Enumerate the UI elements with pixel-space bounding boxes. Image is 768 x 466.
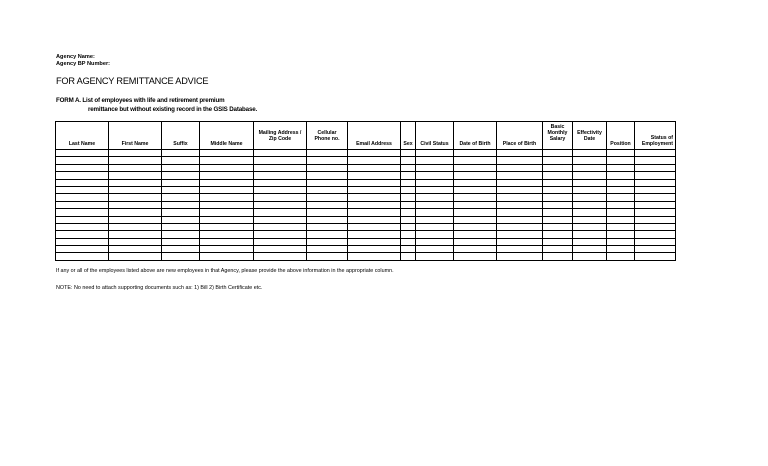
table-cell[interactable] (573, 172, 607, 179)
table-cell[interactable] (254, 186, 307, 193)
table-cell[interactable] (607, 194, 635, 201)
table-cell[interactable] (454, 253, 497, 260)
col-suffix: Suffix (162, 122, 200, 150)
table-cell[interactable] (497, 194, 543, 201)
table-cell[interactable] (454, 238, 497, 245)
table-row (56, 150, 676, 157)
table-cell[interactable] (109, 164, 162, 171)
table-cell[interactable] (543, 223, 573, 230)
supporting-documents-note: NOTE: No need to attach supporting documents such as: 1) Bill 2) Birth Certificate etc. (56, 285, 263, 291)
table-cell[interactable] (497, 150, 543, 157)
table-cell[interactable] (497, 179, 543, 186)
table-cell[interactable] (543, 164, 573, 171)
table-cell[interactable] (200, 201, 254, 208)
table-row (56, 209, 676, 216)
table-cell[interactable] (348, 231, 401, 238)
table-cell[interactable] (454, 186, 497, 193)
table-row (56, 231, 676, 238)
table-cell[interactable] (254, 164, 307, 171)
table-cell[interactable] (416, 172, 454, 179)
table-cell[interactable] (607, 223, 635, 230)
col-basic-monthly-salary: Basic Monthly Salary (543, 122, 573, 150)
table-cell[interactable] (607, 246, 635, 253)
table-cell[interactable] (254, 238, 307, 245)
table-cell[interactable] (348, 194, 401, 201)
table-cell[interactable] (254, 172, 307, 179)
agency-name-label: Agency Name: (56, 54, 95, 60)
table-cell[interactable] (109, 179, 162, 186)
table-body (56, 150, 676, 261)
table-cell[interactable] (162, 201, 200, 208)
table-cell[interactable] (573, 216, 607, 223)
table-cell[interactable] (497, 157, 543, 164)
col-effectivity-date: Effectivity Date (573, 122, 607, 150)
table-cell[interactable] (109, 150, 162, 157)
table-cell[interactable] (200, 209, 254, 216)
table-cell[interactable] (635, 172, 676, 179)
table-cell[interactable] (162, 157, 200, 164)
table-cell[interactable] (573, 231, 607, 238)
table-cell[interactable] (497, 238, 543, 245)
table-cell[interactable] (635, 201, 676, 208)
table-cell[interactable] (56, 201, 109, 208)
table-cell[interactable] (607, 186, 635, 193)
table-cell[interactable] (307, 223, 348, 230)
table-cell[interactable] (401, 157, 416, 164)
table-cell[interactable] (348, 157, 401, 164)
table-cell[interactable] (416, 157, 454, 164)
table-cell[interactable] (401, 164, 416, 171)
table-cell[interactable] (109, 172, 162, 179)
table-cell[interactable] (497, 186, 543, 193)
table-cell[interactable] (307, 238, 348, 245)
table-cell[interactable] (162, 164, 200, 171)
table-cell[interactable] (401, 209, 416, 216)
table-cell[interactable] (200, 253, 254, 260)
table-cell[interactable] (162, 186, 200, 193)
table-cell[interactable] (454, 179, 497, 186)
table-cell[interactable] (109, 246, 162, 253)
table-cell[interactable] (607, 231, 635, 238)
table-cell[interactable] (401, 150, 416, 157)
table-cell[interactable] (162, 223, 200, 230)
table-cell[interactable] (497, 253, 543, 260)
table-cell[interactable] (200, 223, 254, 230)
table-cell[interactable] (307, 209, 348, 216)
table-cell[interactable] (162, 194, 200, 201)
table-row (56, 194, 676, 201)
table-cell[interactable] (454, 172, 497, 179)
table-cell[interactable] (416, 194, 454, 201)
table-cell[interactable] (607, 172, 635, 179)
table-cell[interactable] (162, 209, 200, 216)
table-row (56, 186, 676, 193)
table-cell[interactable] (454, 209, 497, 216)
table-cell[interactable] (254, 253, 307, 260)
table-cell[interactable] (200, 238, 254, 245)
table-row (56, 179, 676, 186)
table-cell[interactable] (307, 231, 348, 238)
table-cell[interactable] (573, 246, 607, 253)
table-cell[interactable] (56, 216, 109, 223)
table-cell[interactable] (162, 231, 200, 238)
col-status-of-employment: Status of Employment (635, 122, 676, 150)
table-cell[interactable] (635, 150, 676, 157)
table-cell[interactable] (109, 157, 162, 164)
table-row (56, 172, 676, 179)
table-cell[interactable] (56, 164, 109, 171)
table-cell[interactable] (497, 216, 543, 223)
table-row (56, 238, 676, 245)
table-cell[interactable] (497, 246, 543, 253)
table-cell[interactable] (454, 216, 497, 223)
table-cell[interactable] (348, 179, 401, 186)
table-cell[interactable] (401, 216, 416, 223)
table-cell[interactable] (635, 223, 676, 230)
table-cell[interactable] (543, 179, 573, 186)
table-cell[interactable] (254, 201, 307, 208)
table-cell[interactable] (543, 186, 573, 193)
form-description-line2: remittance but without existing record in the GSIS Database. (88, 106, 258, 113)
table-cell[interactable] (454, 231, 497, 238)
table-cell[interactable] (254, 157, 307, 164)
table-cell[interactable] (307, 253, 348, 260)
table-cell[interactable] (607, 201, 635, 208)
table-cell[interactable] (254, 209, 307, 216)
table-cell[interactable] (416, 246, 454, 253)
col-mailing-address: Mailing Address / Zip Code (254, 122, 307, 150)
table-cell[interactable] (573, 238, 607, 245)
table-cell[interactable] (109, 231, 162, 238)
table-cell[interactable] (573, 186, 607, 193)
table-cell[interactable] (254, 194, 307, 201)
table-cell[interactable] (543, 157, 573, 164)
table-cell[interactable] (607, 209, 635, 216)
table-cell[interactable] (56, 238, 109, 245)
table-cell[interactable] (56, 231, 109, 238)
table-cell[interactable] (401, 253, 416, 260)
table-cell[interactable] (56, 194, 109, 201)
table-cell[interactable] (348, 201, 401, 208)
table-cell[interactable] (416, 150, 454, 157)
table-cell[interactable] (348, 238, 401, 245)
table-cell[interactable] (635, 246, 676, 253)
table-cell[interactable] (348, 186, 401, 193)
table-cell[interactable] (607, 157, 635, 164)
table-cell[interactable] (56, 157, 109, 164)
table-cell[interactable] (56, 209, 109, 216)
table-cell[interactable] (497, 201, 543, 208)
table-cell[interactable] (573, 209, 607, 216)
table-cell[interactable] (543, 201, 573, 208)
table-cell[interactable] (543, 246, 573, 253)
col-last-name: Last Name (56, 122, 109, 150)
table-cell[interactable] (416, 253, 454, 260)
table-row (56, 253, 676, 260)
table-cell[interactable] (109, 201, 162, 208)
table-cell[interactable] (56, 186, 109, 193)
col-first-name: First Name (109, 122, 162, 150)
table-cell[interactable] (162, 172, 200, 179)
table-cell[interactable] (635, 186, 676, 193)
table-cell[interactable] (497, 172, 543, 179)
table-cell[interactable] (635, 179, 676, 186)
table-cell[interactable] (635, 231, 676, 238)
table-cell[interactable] (162, 179, 200, 186)
table-cell[interactable] (162, 216, 200, 223)
table-row (56, 223, 676, 230)
table-cell[interactable] (162, 150, 200, 157)
table-cell[interactable] (416, 238, 454, 245)
table-cell[interactable] (401, 179, 416, 186)
table-cell[interactable] (307, 201, 348, 208)
table-cell[interactable] (162, 246, 200, 253)
table-cell[interactable] (454, 164, 497, 171)
table-cell[interactable] (416, 223, 454, 230)
table-cell[interactable] (416, 179, 454, 186)
table-cell[interactable] (56, 179, 109, 186)
table-cell[interactable] (454, 194, 497, 201)
employee-table (55, 121, 676, 261)
table-cell[interactable] (200, 179, 254, 186)
table-cell[interactable] (56, 246, 109, 253)
table-cell[interactable] (635, 253, 676, 260)
table-cell[interactable] (497, 231, 543, 238)
table-header-row (56, 122, 676, 150)
table-cell[interactable] (307, 186, 348, 193)
table-cell[interactable] (573, 194, 607, 201)
table-cell[interactable] (307, 157, 348, 164)
table-cell[interactable] (454, 201, 497, 208)
table-cell[interactable] (307, 194, 348, 201)
table-cell[interactable] (416, 164, 454, 171)
table-cell[interactable] (454, 223, 497, 230)
col-date-of-birth: Date of Birth (454, 122, 497, 150)
table-cell[interactable] (416, 231, 454, 238)
table-cell[interactable] (307, 164, 348, 171)
table-cell[interactable] (635, 164, 676, 171)
table-cell[interactable] (573, 201, 607, 208)
table-cell[interactable] (200, 246, 254, 253)
col-civil-status: Civil Status (416, 122, 454, 150)
table-cell[interactable] (497, 209, 543, 216)
table-cell[interactable] (607, 238, 635, 245)
table-cell[interactable] (543, 238, 573, 245)
table-cell[interactable] (454, 150, 497, 157)
table-cell[interactable] (307, 246, 348, 253)
table-cell[interactable] (635, 157, 676, 164)
table-cell[interactable] (635, 194, 676, 201)
table-cell[interactable] (635, 216, 676, 223)
table-cell[interactable] (254, 223, 307, 230)
table-cell[interactable] (109, 194, 162, 201)
table-cell[interactable] (200, 157, 254, 164)
table-cell[interactable] (401, 172, 416, 179)
table-cell[interactable] (56, 150, 109, 157)
table-cell[interactable] (573, 150, 607, 157)
table-cell[interactable] (109, 216, 162, 223)
table-cell[interactable] (162, 253, 200, 260)
table-cell[interactable] (348, 164, 401, 171)
table-cell[interactable] (573, 179, 607, 186)
table-cell[interactable] (543, 253, 573, 260)
table-cell[interactable] (109, 238, 162, 245)
table-cell[interactable] (416, 209, 454, 216)
form-description (56, 96, 257, 114)
table-cell[interactable] (348, 246, 401, 253)
table-cell[interactable] (200, 186, 254, 193)
table-cell[interactable] (56, 253, 109, 260)
page-title: FOR AGENCY REMITTANCE ADVICE (56, 76, 209, 86)
table-cell[interactable] (607, 179, 635, 186)
table-cell[interactable] (109, 253, 162, 260)
table-cell[interactable] (416, 201, 454, 208)
table-cell[interactable] (109, 186, 162, 193)
col-sex: Sex (401, 122, 416, 150)
table-cell[interactable] (348, 209, 401, 216)
table-cell[interactable] (401, 186, 416, 193)
table-cell[interactable] (348, 253, 401, 260)
table-cell[interactable] (200, 150, 254, 157)
table-row (56, 201, 676, 208)
table-cell[interactable] (401, 201, 416, 208)
table-cell[interactable] (254, 231, 307, 238)
table-cell[interactable] (573, 253, 607, 260)
table-row (56, 216, 676, 223)
table-cell[interactable] (573, 223, 607, 230)
table-cell[interactable] (348, 223, 401, 230)
table-cell[interactable] (162, 238, 200, 245)
table-cell[interactable] (200, 194, 254, 201)
table-cell[interactable] (348, 172, 401, 179)
table-cell[interactable] (573, 164, 607, 171)
table-cell[interactable] (200, 231, 254, 238)
table-cell[interactable] (607, 216, 635, 223)
col-cellular-phone: Cellular Phone no. (307, 122, 348, 150)
table-row (56, 164, 676, 171)
table-cell[interactable] (497, 223, 543, 230)
table-cell[interactable] (254, 179, 307, 186)
table-cell[interactable] (254, 216, 307, 223)
table-cell[interactable] (401, 231, 416, 238)
table-cell[interactable] (401, 194, 416, 201)
table-cell[interactable] (56, 223, 109, 230)
table-cell[interactable] (307, 216, 348, 223)
table-cell[interactable] (635, 238, 676, 245)
table-cell[interactable] (607, 164, 635, 171)
table-cell[interactable] (543, 209, 573, 216)
table-cell[interactable] (573, 157, 607, 164)
table-cell[interactable] (307, 150, 348, 157)
table-cell[interactable] (200, 216, 254, 223)
table-cell[interactable] (543, 231, 573, 238)
form-description-line1: FORM A. List of employees with life and retirement premium (56, 97, 225, 104)
table-cell[interactable] (543, 194, 573, 201)
table-cell[interactable] (543, 216, 573, 223)
table-cell[interactable] (254, 246, 307, 253)
table-cell[interactable] (543, 150, 573, 157)
table-row (56, 246, 676, 253)
col-middle-name: Middle Name (200, 122, 254, 150)
col-place-of-birth: Place of Birth (497, 122, 543, 150)
table-cell[interactable] (307, 172, 348, 179)
table-cell[interactable] (454, 246, 497, 253)
table-cell[interactable] (635, 209, 676, 216)
table-cell[interactable] (56, 172, 109, 179)
table-row (56, 157, 676, 164)
table-cell[interactable] (607, 150, 635, 157)
table-cell[interactable] (401, 223, 416, 230)
table-cell[interactable] (109, 209, 162, 216)
table-cell[interactable] (200, 172, 254, 179)
table-cell[interactable] (348, 150, 401, 157)
table-cell[interactable] (416, 216, 454, 223)
table-cell[interactable] (416, 186, 454, 193)
new-employees-note: If any or all of the employees listed above are new employees in that Agency, please provide the above information in the appropriate column. (56, 268, 394, 274)
table-cell[interactable] (401, 246, 416, 253)
table-cell[interactable] (200, 164, 254, 171)
table-cell[interactable] (254, 150, 307, 157)
table-cell[interactable] (543, 172, 573, 179)
table-cell[interactable] (401, 238, 416, 245)
table-cell[interactable] (307, 179, 348, 186)
col-email-address: Email Address (348, 122, 401, 150)
table-cell[interactable] (348, 216, 401, 223)
table-cell[interactable] (109, 223, 162, 230)
table-cell[interactable] (454, 157, 497, 164)
col-position: Position (607, 122, 635, 150)
agency-bp-number-label: Agency BP Number: (56, 61, 110, 67)
table-cell[interactable] (607, 253, 635, 260)
table-cell[interactable] (497, 164, 543, 171)
